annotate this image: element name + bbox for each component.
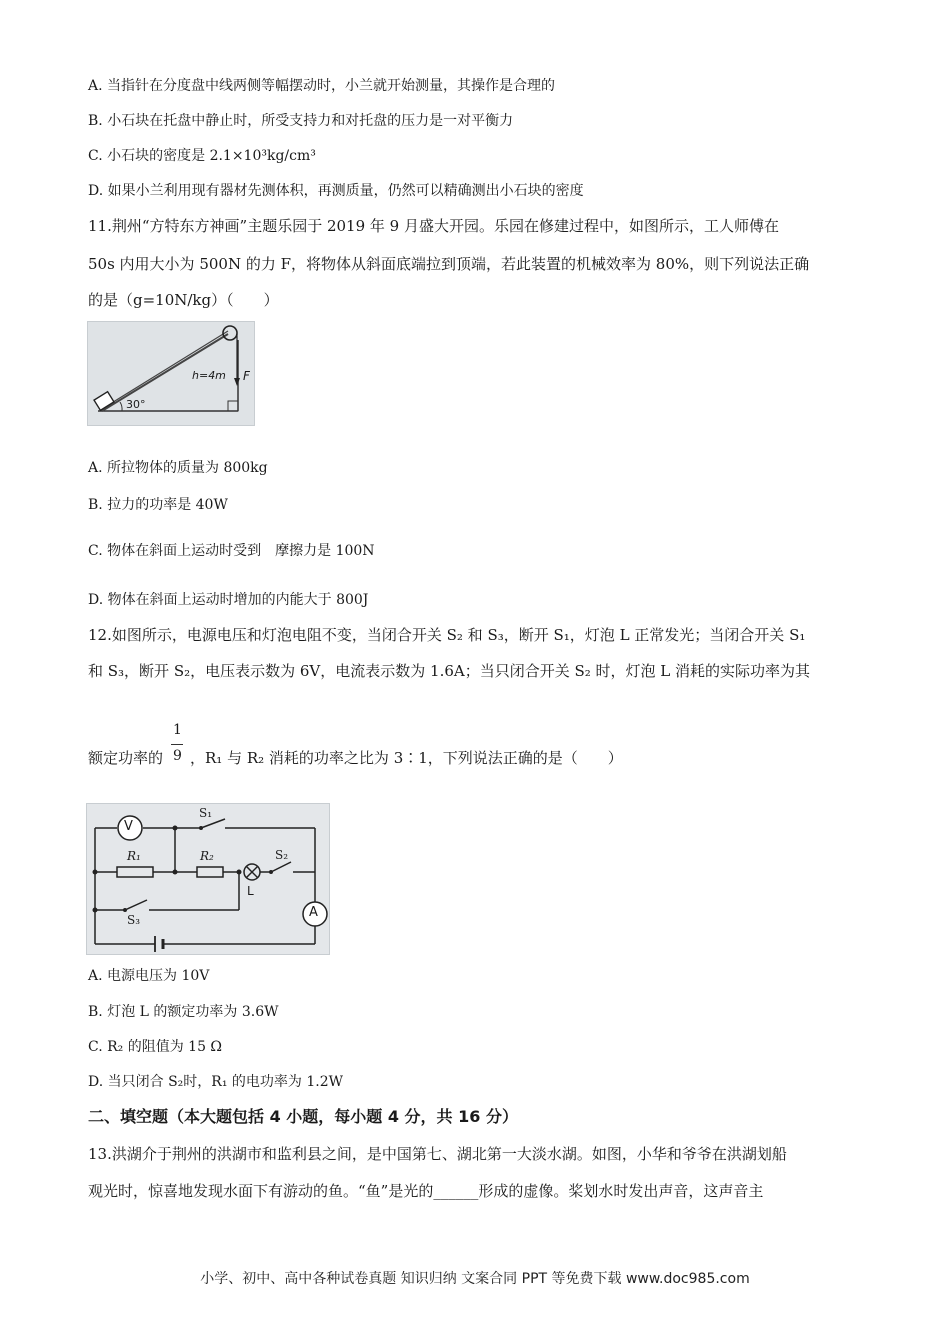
q12-stem-line1: 12.如图所示，电源电压和灯泡电阻不变，当闭合开关 S₂ 和 S₃，断开 S₁，灯泡 L 正常发光；当闭合开关 S₁ [88,626,806,644]
q11-option-c: C. 物体在斜面上运动时受到 摩擦力是 100N [88,543,375,559]
angle-label: 30° [126,398,146,411]
q12-option-a: A. 电源电压为 10V [88,968,210,984]
q11-stem-line1: 11.荆州“方特东方神画”主题乐园于 2019 年 9 月盛大开园。乐园在修建过程中，如图所示，工人师傅在 [88,217,779,235]
q12-option-b: B. 灯泡 L 的额定功率为 3.6W [88,1004,279,1020]
switch-s1-label: S₁ [199,806,213,820]
ammeter-icon: A [309,905,318,920]
q12-stem-line2: 和 S₃，断开 S₂，电压表示数为 6V，电流表示数为 1.6A；当只闭合开关 S₂ 时，灯泡 L 消耗的实际功率为其 [88,662,811,680]
q11-option-b: B. 拉力的功率是 40W [88,497,228,513]
q11-stem-line3: 的是（g=10N/kg）（ ） [88,291,279,309]
q10-option-c: C. 小石块的密度是 2.1×10³kg/cm³ [88,148,316,164]
q12-stem-line3-suffix: ，R₁ 与 R₂ 消耗的功率之比为 3∶1，下列说法正确的是（ ） [190,749,623,767]
fraction-numerator: 1 [173,722,182,738]
q13-stem-line1: 13.洪湖介于荆州的洪湖市和监利县之间，是中国第七、湖北第一大淡水湖。如图，小华和爷爷在洪湖划船 [88,1145,787,1163]
lamp-label: L [247,884,254,898]
q13-stem-line2: 观光时，惊喜地发现水面下有游动的鱼。“鱼”是光的______形成的虚像。桨划水时发出声音，这声音主 [88,1182,764,1200]
incline-diagram [88,322,254,425]
q10-option-b: B. 小石块在托盘中静止时，所受支持力和对托盘的压力是一对平衡力 [88,113,514,129]
q12-option-d: D. 当只闭合 S₂时，R₁ 的电功率为 1.2W [88,1074,343,1090]
section-heading: 二、填空题（本大题包括 4 小题，每小题 4 分，共 16 分） [88,1107,518,1126]
page-footer: 小学、初中、高中各种试卷真题 知识归纳 文案合同 PPT 等免费下载 www.doc985.com [200,1271,750,1287]
q10-option-a: A. 当指针在分度盘中线两侧等幅摆动时，小兰就开始测量，其操作是合理的 [88,78,556,94]
voltmeter-icon: V [124,819,133,834]
switch-s3-label: S₃ [127,913,141,927]
resistor-r1-label: R₁ [127,849,141,863]
fraction-denominator: 9 [173,748,182,764]
q11-option-a: A. 所拉物体的质量为 800kg [88,460,268,476]
force-label: F [243,369,250,383]
q10-option-d: D. 如果小兰利用现有器材先测体积，再测质量，仍然可以精确测出小石块的密度 [88,183,584,199]
q12-option-c: C. R₂ 的阻值为 15 Ω [88,1039,223,1055]
incline-pulley-figure [87,321,255,426]
q12-stem-line3-prefix: 额定功率的 [88,749,164,767]
q11-option-d: D. 物体在斜面上运动时增加的内能大于 800J [88,592,369,608]
q11-stem-line2: 50s 内用大小为 500N 的力 F，将物体从斜面底端拉到顶端，若此装置的机械效率为 80%，则下列说法正确 [88,255,810,273]
circuit-figure [86,803,330,955]
switch-s2-label: S₂ [275,848,289,862]
height-label: h=4m [192,369,226,382]
resistor-r2-label: R₂ [200,849,214,863]
fraction-bar [171,744,183,745]
